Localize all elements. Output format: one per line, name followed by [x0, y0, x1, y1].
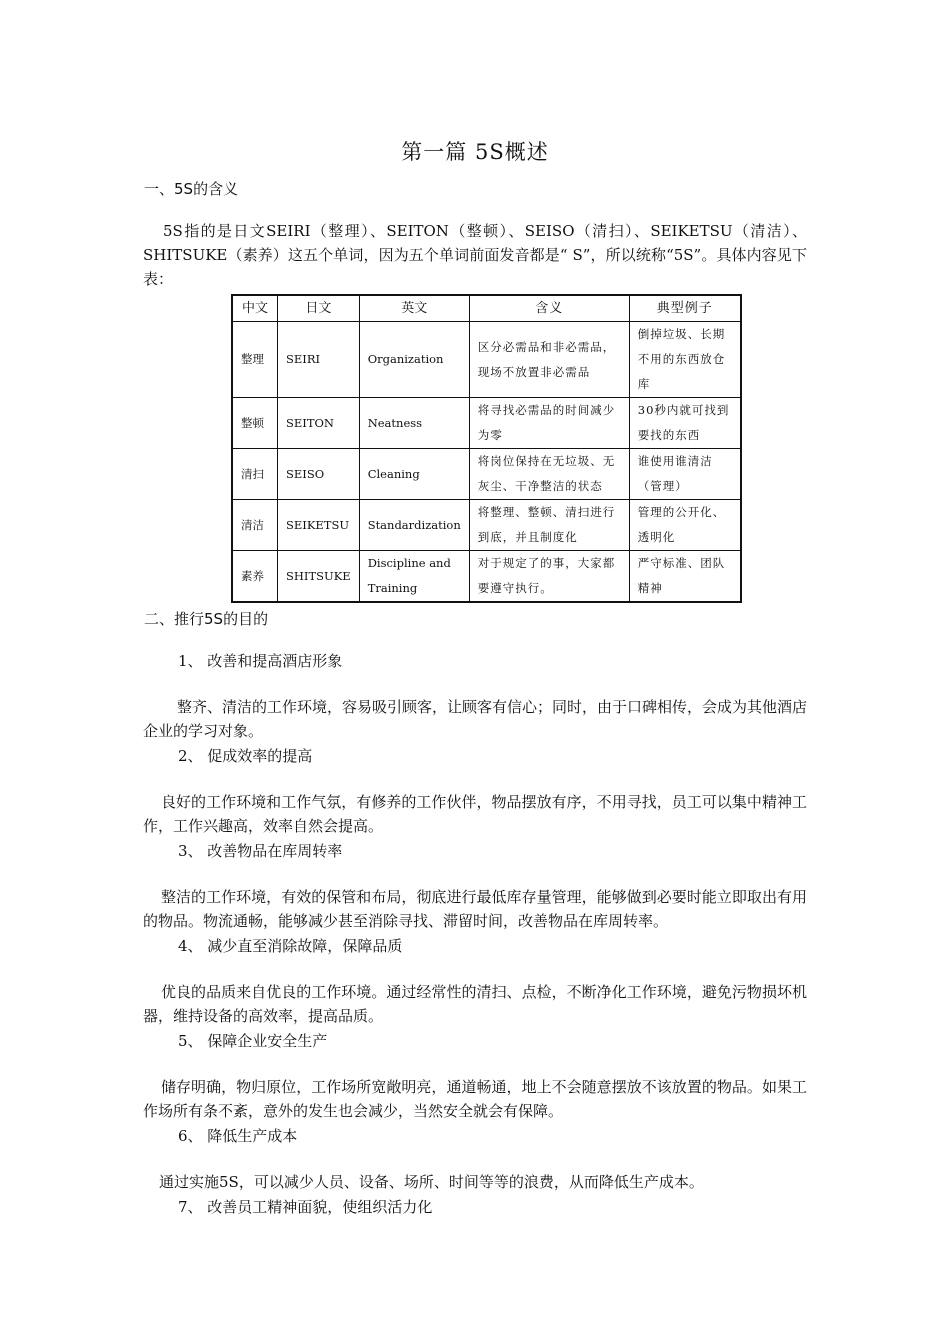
- cell-english: Standardization: [359, 500, 469, 551]
- purpose-item-title: 5、 保障企业安全生产: [178, 1032, 328, 1050]
- cell-meaning: 将整理、整顿、清扫进行到底，并且制度化: [469, 500, 629, 551]
- cell-chinese: 素养: [232, 551, 278, 603]
- table-row: [232, 398, 741, 449]
- cell-english: Organization: [359, 322, 469, 398]
- 5s-table: [231, 294, 742, 603]
- intro-paragraph: 5S指的是日文SEIRI（整理）、SEITON（整顿）、SEISO（清扫）、SEIKETSU（清洁）、SHITSUKE（素养）这五个单词，因为五个单词前面发音都是“ S”，所以统称“5S”。具体内容见下表：: [143, 222, 807, 288]
- purpose-item-title: 3、 改善物品在库周转率: [178, 842, 343, 860]
- table-row: [232, 322, 741, 398]
- cell-english: Neatness: [359, 398, 469, 449]
- cell-japanese: SEIRI: [278, 322, 360, 398]
- cell-meaning: 将岗位保持在无垃圾、无灰尘、干净整洁的状态: [469, 449, 629, 500]
- purpose-item-body: 储存明确，物归原位，工作场所宽敞明亮，通道畅通，地上不会随意摆放不该放置的物品。如果工作场所有条不紊，意外的发生也会减少，当然安全就会有保障。: [143, 1078, 807, 1120]
- cell-example: 谁使用谁清洁（管理）: [629, 449, 741, 500]
- cell-japanese: SHITSUKE: [278, 551, 360, 603]
- cell-japanese: SEITON: [278, 398, 360, 449]
- header-meaning: 含义: [469, 295, 629, 322]
- cell-meaning: 对于规定了的事，大家都要遵守执行。: [469, 551, 629, 603]
- header-english: 英文: [359, 295, 469, 322]
- header-example: 典型例子: [629, 295, 741, 322]
- table-row: [232, 551, 741, 603]
- purpose-item-body: 整齐、清洁的工作环境，容易吸引顾客，让顾客有信心；同时，由于口碑相传，会成为其他酒店企业的学习对象。: [143, 698, 808, 740]
- page-title: 第一篇 5S概述: [401, 140, 549, 164]
- header-chinese: 中文: [232, 295, 278, 322]
- cell-example: 严守标准、团队精神: [629, 551, 741, 603]
- header-japanese: 日文: [278, 295, 360, 322]
- purpose-item-title: 7、 改善员工精神面貌，使组织活力化: [178, 1198, 433, 1216]
- cell-meaning: 区分必需品和非必需品，现场不放置非必需品: [469, 322, 629, 398]
- cell-chinese: 清扫: [232, 449, 278, 500]
- section-heading-meaning: 一、5S的含义: [144, 180, 239, 198]
- cell-chinese: 整理: [232, 322, 278, 398]
- purpose-item-body: 良好的工作环境和工作气氛，有修养的工作伙伴，物品摆放有序，不用寻找，员工可以集中精神工作，工作兴趣高，效率自然会提高。: [143, 793, 807, 835]
- purpose-item-body: 优良的品质来自优良的工作环境。通过经常性的清扫、点检，不断净化工作环境，避免污物损坏机器，维持设备的高效率，提高品质。: [143, 983, 807, 1025]
- cell-chinese: 清洁: [232, 500, 278, 551]
- cell-english: Cleaning: [359, 449, 469, 500]
- cell-english: Discipline and Training: [359, 551, 469, 603]
- cell-example: 30秒内就可找到要找的东西: [629, 398, 741, 449]
- purpose-item-title: 6、 降低生产成本: [178, 1127, 298, 1145]
- purpose-item-title: 2、 促成效率的提高: [178, 747, 313, 765]
- cell-japanese: SEIKETSU: [278, 500, 360, 551]
- cell-example: 倒掉垃圾、长期不用的东西放仓库: [629, 322, 741, 398]
- purpose-item-title: 1、 改善和提高酒店形象: [178, 652, 343, 670]
- cell-meaning: 将寻找必需品的时间减少为零: [469, 398, 629, 449]
- table-row: [232, 449, 741, 500]
- cell-japanese: SEISO: [278, 449, 360, 500]
- cell-chinese: 整顿: [232, 398, 278, 449]
- purpose-item-title: 4、 减少直至消除故障，保障品质: [178, 937, 403, 955]
- table-header-row: [232, 295, 741, 322]
- purpose-item-body: 通过实施5S，可以减少人员、设备、场所、时间等等的浪费，从而降低生产成本。: [159, 1173, 704, 1191]
- purpose-item-body: 整洁的工作环境，有效的保管和布局，彻底进行最低库存量管理，能够做到必要时能立即取出有用的物品。物流通畅，能够减少甚至消除寻找、滞留时间，改善物品在库周转率。: [143, 888, 807, 930]
- cell-example: 管理的公开化、透明化: [629, 500, 741, 551]
- table-row: [232, 500, 741, 551]
- section-heading-purpose: 二、推行5S的目的: [144, 610, 269, 628]
